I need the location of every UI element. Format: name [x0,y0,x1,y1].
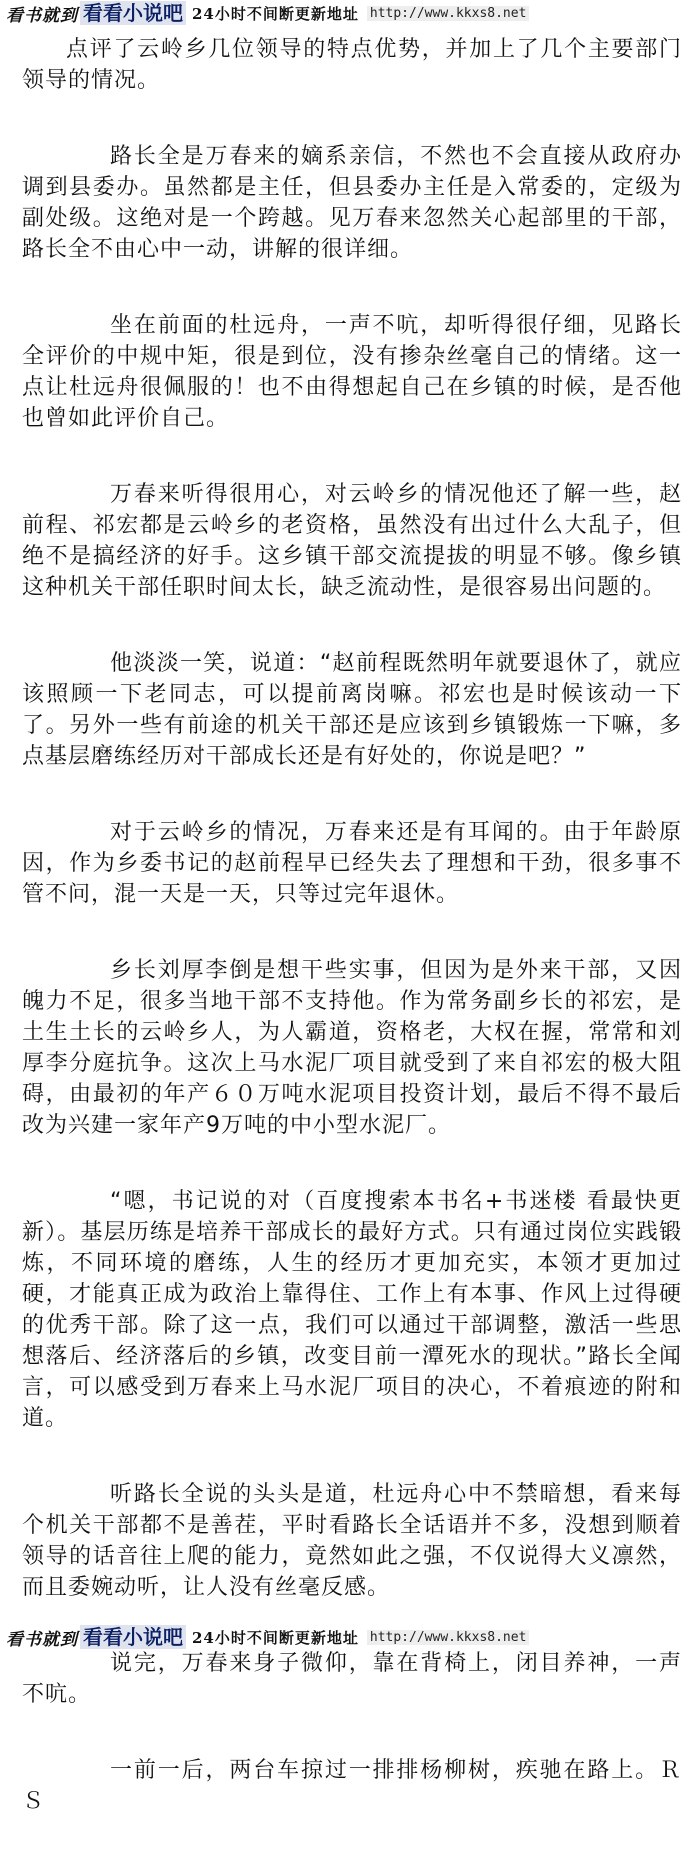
site-url-link[interactable]: http://www.kkxs8.net [367,1630,530,1645]
header-banner [6,0,529,26]
chapter-text [22,34,682,1862]
banner-slogan: 24小时不间断更新地址 [192,4,359,23]
site-name-link[interactable]: 看看小说吧 [80,1625,186,1649]
banner-slogan: 24小时不间断更新地址 [192,1628,359,1647]
paragraph: 路长全是万春来的嫡系亲信，不然也不会直接从政府办调到县委办。虽然都是主任，但县委办主任是入常委的，定级为副处级。这绝对是一个跨越。见万春来忽然关心起部里的干部，路长全不由心中一动，讲解的很详细。 [22,144,682,262]
paragraph: 点评了云岭乡几位领导的特点优势，并加上了几个主要部门领导的情况。 [22,37,682,93]
paragraph: 坐在前面的杜远舟，一声不吭，却听得很仔细，见路长全评价的中规中矩，很是到位，没有掺杂丝毫自己的情绪。这一点让杜远舟很佩服的！也不由得想起自己在乡镇的时候，是否他也曾如此评价自己。 [22,313,682,431]
paragraph: 一前一后，两台车掠过一排排杨柳树，疾驰在路上。ＲＳ [22,1758,682,1814]
banner-prefix: 看书就到 [6,1629,78,1650]
site-name-link[interactable]: 看看小说吧 [80,1,186,25]
site-url-link[interactable]: http://www.kkxs8.net [367,6,530,21]
paragraph: 说完，万春来身子微仰，靠在背椅上，闭目养神，一声不吭。 [22,1651,682,1707]
paragraph: 乡长刘厚李倒是想干些实事，但因为是外来干部，又因魄力不足，很多当地干部不支持他。作为常务副乡长的祁宏，是土生土长的云岭乡人，为人霸道，资格老，大权在握，常常和刘厚李分庭抗争。这次上马水泥厂项目就受到了来自祁宏的极大阻碍，由最初的年产６０万吨水泥项目投资计划，最后不得不最后改为兴建一家年产9万吨的中小型水泥厂。 [22,958,682,1138]
paragraph: “嗯，书记说的对（百度搜索本书名+书迷楼 看最快更新）。基层历练是培养干部成长的最好方式。只有通过岗位实践锻炼，不同环境的磨练，人生的经历才更加充实，本领才更加过硬，才能真正成为政治上靠得住、工作上有本事、作风上过得硬的优秀干部。除了这一点，我们可以通过干部调整，激活一些思想落后、经济落后的乡镇，改变目前一潭死水的现状。”路长全闻言，可以感受到万春来上马水泥厂项目的决心，不着痕迹的附和道。 [22,1189,682,1431]
paragraph: 听路长全说的头头是道，杜远舟心中不禁暗想，看来每个机关干部都不是善茬，平时看路长全话语并不多，没想到顺着领导的话音往上爬的能力，竟然如此之强，不仅说得大义凛然，而且委婉动听，让人没有丝毫反感。 [22,1482,682,1600]
banner-prefix: 看书就到 [6,5,78,26]
footer-banner [6,1624,529,1650]
paragraph: 他淡淡一笑，说道：“赵前程既然明年就要退休了，就应该照顾一下老同志，可以提前离岗嘛。祁宏也是时候该动一下了。另外一些有前途的机关干部还是应该到乡镇锻炼一下嘛，多点基层磨练经历对干部成长还是有好处的，你说是吧？” [22,651,682,769]
paragraph: 万春来听得很用心，对云岭乡的情况他还了解一些，赵前程、祁宏都是云岭乡的老资格，虽然没有出过什么大乱子，但绝不是搞经济的好手。这乡镇干部交流提拔的明显不够。像乡镇这种机关干部任职时间太长，缺乏流动性，是很容易出问题的。 [22,482,682,600]
paragraph: 对于云岭乡的情况，万春来还是有耳闻的。由于年龄原因，作为乡委书记的赵前程早已经失去了理想和干劲，很多事不管不问，混一天是一天，只等过完年退休。 [22,820,682,907]
